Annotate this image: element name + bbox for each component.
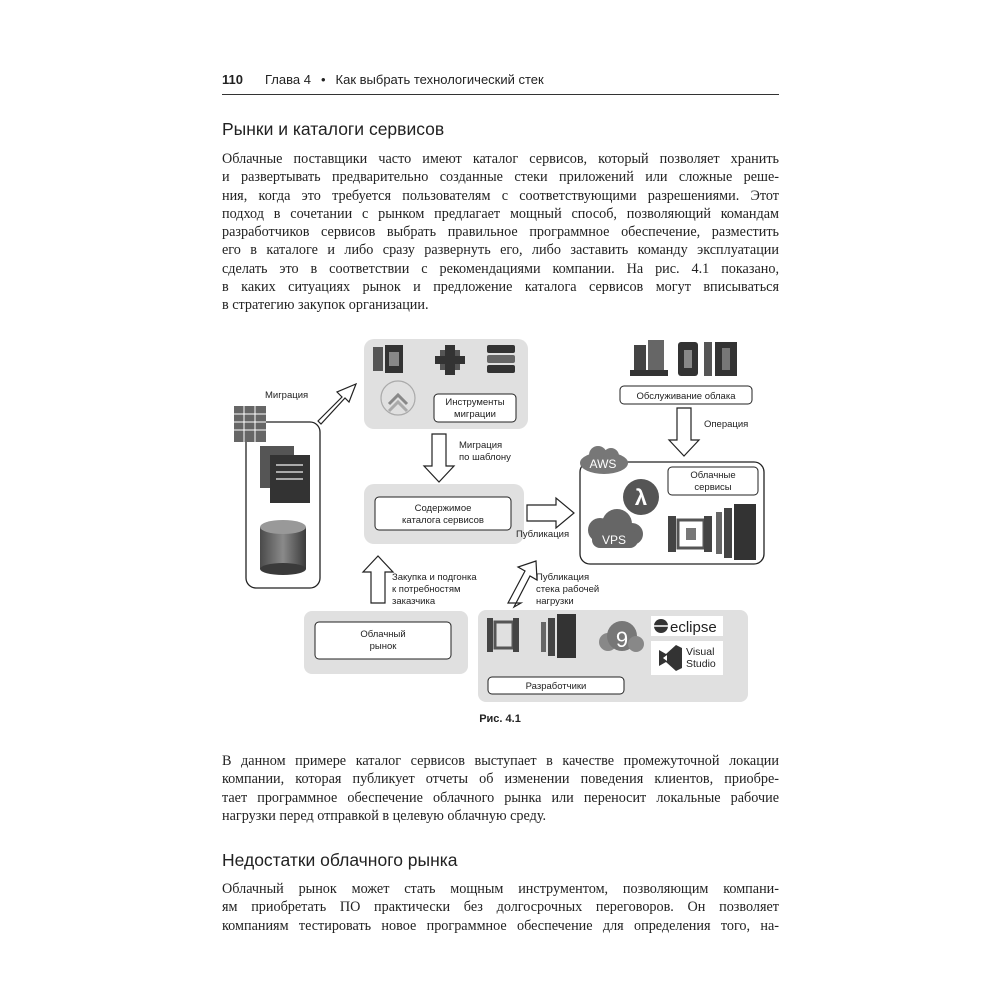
label-lambda: λ xyxy=(634,485,648,510)
text-line: компании, которая публикует отчеты об изменении поведения клиентов, приобре- xyxy=(222,771,779,788)
chapter-label: Глава 4 xyxy=(264,72,311,87)
stack-icon xyxy=(668,516,712,552)
label-studio: Studio xyxy=(686,658,716,670)
arrow-purchase xyxy=(363,556,393,603)
label-purchase-1: Закупка и подгонка xyxy=(392,572,477,583)
codecommit-icon xyxy=(487,345,515,373)
label-purchase-2: к потребностям xyxy=(392,584,461,595)
page-number: 110 xyxy=(222,72,243,87)
label-migration: Миграция xyxy=(265,390,309,401)
text-line: ям приобретать ПО практически без долгосрочных переговоров. Он позволяет xyxy=(222,899,779,916)
arrow-migration xyxy=(318,384,356,424)
migration-server-icon xyxy=(373,345,403,373)
database-icon xyxy=(260,520,306,575)
cloudformation-icon xyxy=(630,340,668,376)
label-migration-template-1: Миграция xyxy=(459,440,503,451)
section-heading: Рынки и каталоги сервисов xyxy=(222,119,445,139)
label-nine: 9 xyxy=(615,627,629,652)
label-publish-stack-1: Публикация xyxy=(536,572,590,583)
text-line: компаниям тестировать новое программное обеспечение для определения того, на- xyxy=(222,917,779,934)
label-catalog-2: каталога сервисов xyxy=(402,515,484,526)
label-cloud-market-1: Облачный xyxy=(360,629,406,640)
text-line: тает программное обеспечение облачного рынка или переносит локальные рабочие xyxy=(222,789,779,806)
label-migration-template-2: по шаблону xyxy=(459,452,511,463)
text-line: нагрузки перед отправкой в целевую облачную среду. xyxy=(222,807,547,824)
section-heading: Недостатки облачного рынка xyxy=(222,850,458,870)
opsworks-icon xyxy=(678,342,737,376)
label-cloud-services-2: сервисы xyxy=(694,482,732,493)
paragraph xyxy=(222,880,779,935)
arrow-publish-stack xyxy=(508,561,537,607)
text-line: в стратегию закупок организации. xyxy=(222,297,429,314)
label-publish-stack-2: стека рабочей xyxy=(536,584,600,595)
text-line: Облачный рынок может стать мощным инструментом, позволяющим компани- xyxy=(222,881,779,897)
label-visual: Visual xyxy=(686,646,715,658)
arrow-operation xyxy=(669,408,699,456)
text-line: подход в сочетании с рынком предлагает мощный способ, позволяющий командам xyxy=(222,205,779,222)
label-publication: Публикация xyxy=(516,529,570,540)
chapter-title: Как выбрать технологический стек xyxy=(335,72,544,87)
label-aws: AWS xyxy=(589,457,617,471)
text-line: и развертывать предварительно созданные стеки приложений или сложные реше- xyxy=(222,169,779,186)
label-vps: VPS xyxy=(601,533,627,547)
text-line: сделать это в соответствии с рекомендациями компании. На рис. 4.1 показано, xyxy=(222,260,779,277)
text-line: ния, когда это требуется пользователям с соответствующими разрешениями. Этот xyxy=(222,187,779,204)
paragraph xyxy=(222,752,779,825)
figure-caption: Рис. 4.1 xyxy=(479,713,521,725)
label-cloud-services-1: Облачные xyxy=(690,470,736,481)
text-line: его в каталоге и либо сразу развернуть его, либо заставить команду эксплуатации xyxy=(222,242,779,259)
text-line: в каких ситуациях рынок и предложение каталога сервисов могут вписываться xyxy=(222,279,779,296)
label-publish-stack-3: нагрузки xyxy=(536,596,574,607)
label-developers: Разработчики xyxy=(525,681,587,692)
label-cloud-market-2: рынок xyxy=(369,641,397,652)
label-purchase-3: заказчика xyxy=(392,596,436,607)
spreadsheet-icon xyxy=(234,406,266,442)
arrow-publication xyxy=(527,498,574,528)
arrow-down-catalog xyxy=(424,434,454,482)
label-migration-tools-2: миграции xyxy=(454,409,496,420)
text-line: разработчиков сервисов выбрать правильное программное обеспечение, разместить xyxy=(222,224,779,241)
label-cloud-maintenance: Обслуживание облака xyxy=(636,391,736,402)
label-migration-tools-1: Инструменты xyxy=(445,397,505,408)
header-separator: • xyxy=(320,72,326,87)
ec2-icon xyxy=(716,504,756,560)
text-line: Облачные поставщики часто имеют каталог сервисов, который позволяет хранить xyxy=(222,151,779,167)
text-line: В данном примере каталог сервисов выступает в качестве промежуточной локации xyxy=(222,753,779,769)
label-catalog-1: Содержимое xyxy=(414,503,472,514)
label-eclipse: eclipse xyxy=(670,619,717,636)
label-operation: Операция xyxy=(704,419,749,430)
